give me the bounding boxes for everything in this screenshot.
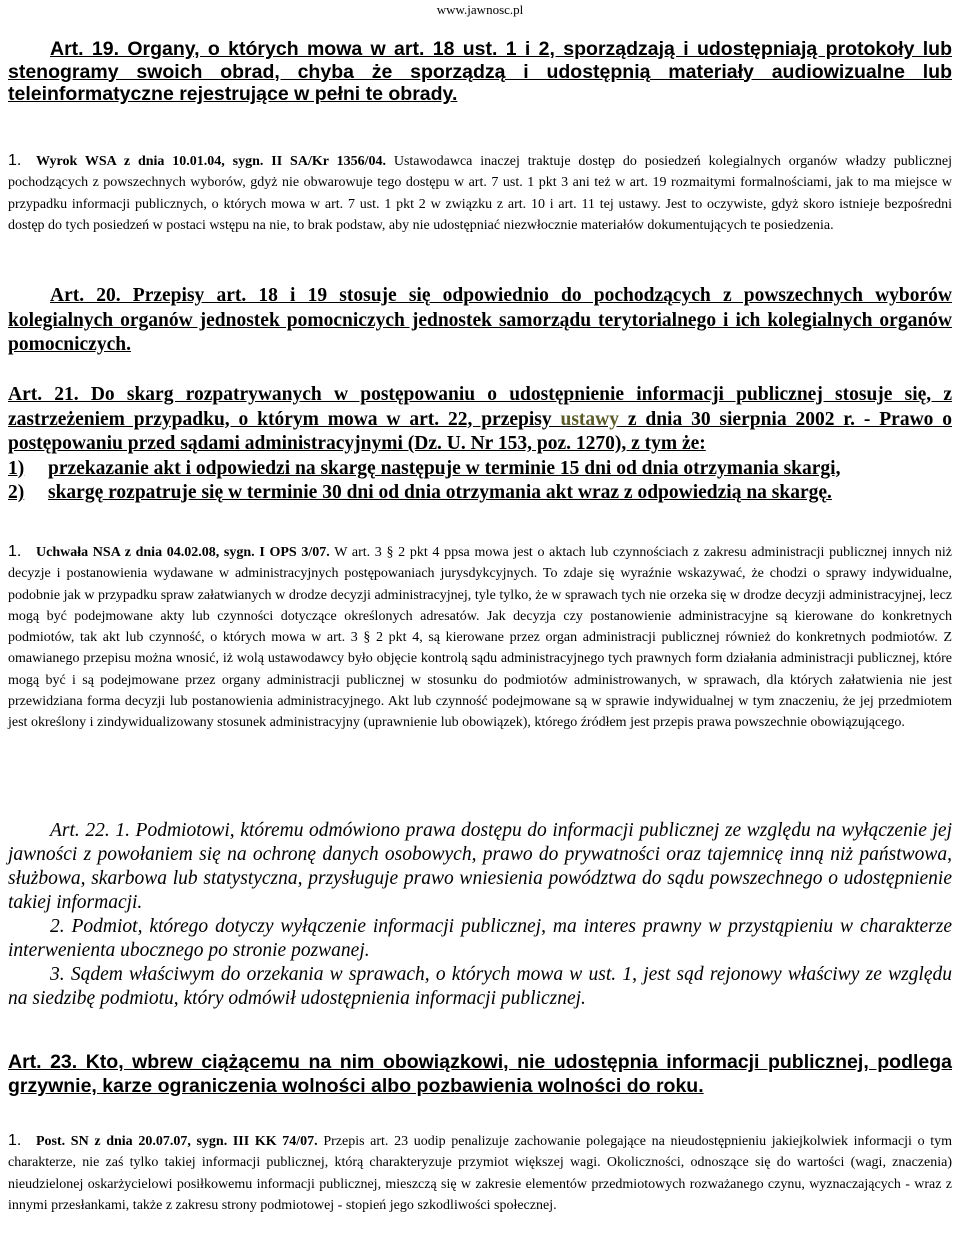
article-20-text: Art. 20. Przepisy art. 18 i 19 stosuje się odpowiednio do pochodzących z powszechnych wyborów kolegialnych organów jednostek pomocniczych jednostek samorządu terytorialnego i ich kolegialnych organów pomocniczych. bbox=[8, 285, 952, 355]
ustawy-link[interactable]: ustawy bbox=[560, 408, 619, 430]
article-22-para-2: 2. Podmiot, którego dotyczy wyłączenie informacji publicznej, ma interes prawny w przystąpieniu w charakterze interwenienta ubocznego po stronie pozwanej. bbox=[8, 916, 952, 961]
article-20 bbox=[8, 284, 952, 358]
article-21-lead: Art. 21. Do skarg rozpatrywanych w postępowaniu o udostępnienie informacji publicznej stosuje się, z zastrzeżeniem przypadku, o którym mowa w art. 22, przepisy bbox=[8, 384, 952, 430]
ruling-wsa bbox=[8, 150, 952, 236]
item-number: 2) bbox=[8, 482, 25, 503]
article-21-tail: z dnia 30 sierpnia 2002 r. - Prawo o postępowaniu przed sądami administracyjnymi (Dz. U. Nr 153, poz. 1270), z tym że: bbox=[8, 408, 952, 454]
article-23-text: Art. 23. Kto, wbrew ciążącemu na nim obowiązkowi, nie udostępnia informacji publicznej, podlega grzywnie, karze ograniczenia wolności albo pozbawienia wolności do roku. bbox=[8, 1051, 952, 1097]
item-text: przekazanie akt i odpowiedzi na skargę następuje w terminie 15 dni od dnia otrzymania skargi, bbox=[48, 457, 841, 479]
ruling-sn bbox=[8, 1130, 952, 1216]
article-22-para-3: 3. Sądem właściwym do orzekania w sprawach, o których mowa w ust. 1, jest sąd rejonowy właściwy ze względu na siedzibę podmiotu, który odmówił udostępnienia informacji publicznej. bbox=[8, 964, 952, 1009]
article-19 bbox=[8, 38, 952, 106]
item-number: 1) bbox=[8, 457, 25, 479]
article-23 bbox=[8, 1050, 952, 1098]
site-header: www.jawnosc.pl bbox=[436, 2, 524, 17]
article-22-para-1: Art. 22. 1. Podmiotowi, któremu odmówiono prawa dostępu do informacji publicznej ze względu na wyłączenie jej jawności z powołaniem się na ochronę danych osobowych, prawo do prywatności oraz tajemnicę inną niż państwowa, służbowa, skarbowa lub statystyczna, przysługuje prawo wniesienia powództwa do sądu powszechnego o udostępnienie takiej informacji. bbox=[8, 820, 952, 913]
ruling-sn-heading: Post. SN z dnia 20.07.07, sygn. III KK 74/07. bbox=[36, 1134, 318, 1149]
item-text: skargę rozpatruje się w terminie 30 dni od dnia otrzymania akt wraz z odpowiedzią na skargę. bbox=[48, 482, 832, 503]
article-21 bbox=[8, 383, 952, 506]
article-21-item-2 bbox=[8, 481, 952, 506]
ruling-nsa bbox=[8, 541, 952, 734]
ruling-nsa-number: 1. bbox=[8, 543, 22, 560]
ruling-wsa-heading: Wyrok WSA z dnia 10.01.04, sygn. II SA/Kr 1356/04. bbox=[36, 154, 386, 169]
ruling-sn-number: 1. bbox=[8, 1132, 22, 1149]
article-22 bbox=[8, 819, 952, 1011]
article-21-item-1 bbox=[8, 457, 952, 482]
ruling-sn-body: Przepis art. 23 uodip penalizuje zachowanie polegające na nieudostępnieniu jakiejkolwiek informacji o tym charakterze, nie zaś tylko takiej informacji publicznej, którą charakteryzuje przymiot większej wagi. Okoliczności, odnoszące się do wartości (wagi, znaczenia) nieudzielonej oskarżycielowi posiłkowemu informacji publicznej, mieszczą się w zakresie elementów przedmiotowych rozważanego czynu, wyznaczających - wraz z innymi przesłankami, także z zakresu strony podmiotowej - stopień jego szkodliwości społecznej. bbox=[8, 1134, 953, 1213]
ruling-nsa-body: W art. 3 § 2 pkt 4 ppsa mowa jest o aktach lub czynnościach z zakresu administracji publicznej innych niż decyzje i postanowienia wydawane w administracyjnych postępowaniach jurysdykcyjnych. To zdaje się wyraźnie wskazywać, że chodzi o sprawy indywidualne, podobnie jak w przypadku spraw załatwianych w drodze decyzji administracyjnej, tyle tylko, że w sprawach tych nie orzeka się w drodze decyzji administracyjnej, lecz mogą być podejmowane akty lub czynności dotyczące określonych adresatów. Jak decyzja czy postanowienie administracyjne są kierowane do konkretnych podmiotów, tak akt lub czynność, o których mowa w art. 3 § 2 pkt 4, są kierowane przez organ administracji publicznej również do konkretnych podmiotów. Z omawianego przepisu można wnosić, iż wolą ustawodawcy było objęcie kontrolą sądu administracyjnego tych prawnych form działania administracji publicznej, które mogą być i są podejmowane przez organy administracji publicznej w stosunku do podmiotów administrowanych, w sprawach, dla których załatwienia nie jest przewidziana forma decyzji lub postanowienia administracyjnego. Akt lub czynność podejmowane są w sprawie indywidualnej w tym znaczeniu, że jej przedmiotem jest określony i zindywidualizowany stosunek administracyjny (uprawnienie lub obowiązek), którego źródłem jest przepis prawa powszechnie obowiązującego. bbox=[8, 545, 952, 731]
article-19-text: Art. 19. Organy, o których mowa w art. 18 ust. 1 i 2, sporządzają i udostępniają protokoły lub stenogramy swoich obrad, chyba że sporządzą i udostępnią materiały audiowizualne lub teleinformatyczne rejestrujące w pełni te obrady. bbox=[8, 38, 952, 105]
ruling-nsa-heading: Uchwała NSA z dnia 04.02.08, sygn. I OPS 3/07. bbox=[36, 545, 330, 560]
ruling-wsa-body: Ustawodawca inaczej traktuje dostęp do posiedzeń kolegialnych organów władzy publicznej pochodzących z powszechnych wyborów, gdyż nie obwarowuje tego dostępu w art. 7 ust. 1 pkt 3 ani też w art. 19 rozmaitymi formalnościami, jak to ma miejsce w przypadku informacji publicznych, o których mowa w art. 7 ust. 1 pkt 2 w związku z art. 10 i art. 11 tej ustawy. Jest to oczywiste, gdyż skoro istnieje bezpośredni dostęp do tych posiedzeń w postaci wstępu na nie, to brak podstaw, aby nie udostępniać niezwłocznie materiałów dokumentujących te posiedzenia. bbox=[8, 154, 953, 233]
ruling-wsa-number: 1. bbox=[8, 152, 22, 169]
